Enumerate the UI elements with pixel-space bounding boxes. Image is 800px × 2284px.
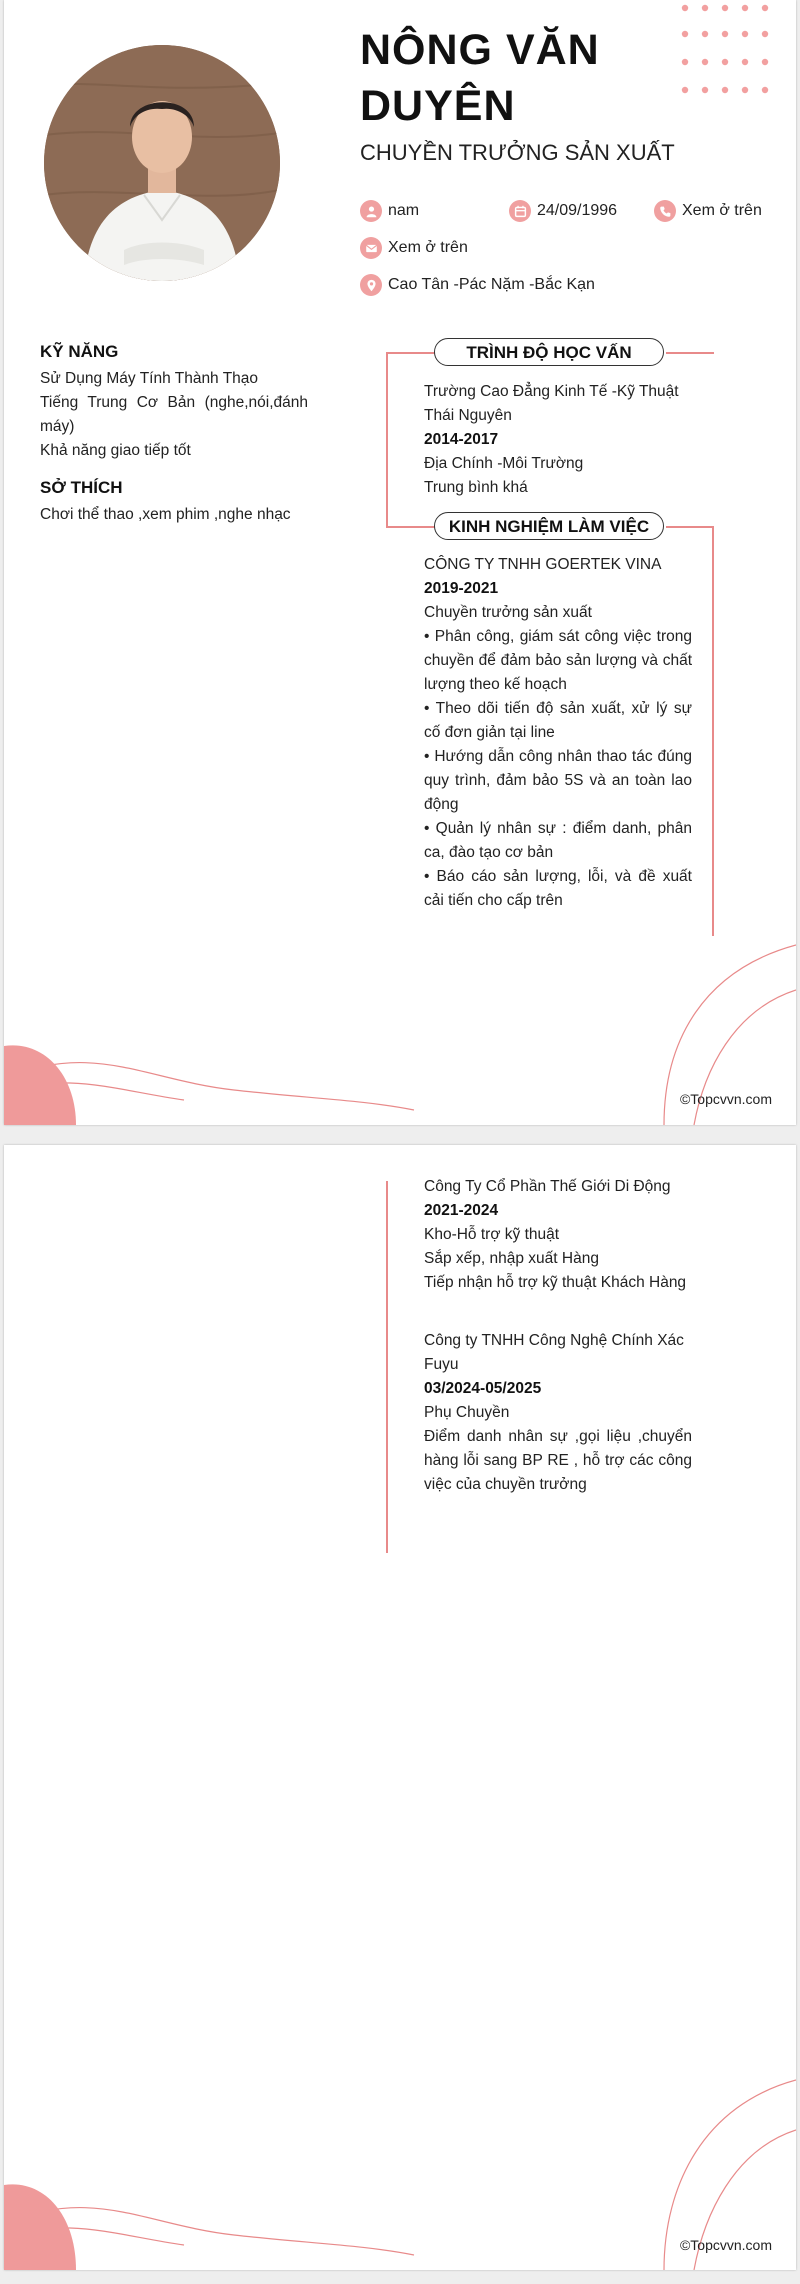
job-duty: • Hướng dẫn công nhân thao tác đúng quy trình, đảm bảo 5S và an toàn lao động	[424, 748, 692, 813]
calendar-icon	[509, 200, 531, 222]
education-heading: TRÌNH ĐỘ HỌC VẤN	[434, 338, 664, 366]
skills-heading: KỸ NĂNG	[40, 342, 119, 361]
education-period: 2014-2017	[424, 431, 499, 448]
education-grade: Trung bình khá	[424, 479, 528, 496]
location-pin-icon	[360, 274, 382, 296]
timeline-connector	[666, 526, 714, 528]
job-duty: • Phân công, giám sát công việc trong chuyền để đảm bảo sản lượng và chất lượng theo kế hoạch	[424, 628, 692, 693]
cv-page-2	[4, 1145, 796, 2270]
timeline-line-continued	[386, 1181, 388, 1553]
education-block	[424, 380, 692, 500]
job-company: Công ty TNHH Công Nghệ Chính Xác Fuyu	[424, 1332, 684, 1373]
contact-address	[360, 274, 595, 296]
job-duty: Điểm danh nhân sự ,gọi liệu ,chuyển hàng lỗi sang BP RE , hỗ trợ các công việc của chuyền trưởng	[424, 1428, 692, 1493]
footer-credit: ©Topcvvn.com	[679, 1091, 772, 1107]
job-period: 2019-2021	[424, 580, 499, 597]
phone-text: Xem ở trên	[682, 202, 762, 219]
skill-item: Sử Dụng Máy Tính Thành Thạo	[40, 370, 259, 387]
experience-job-1	[424, 553, 692, 913]
experience-heading: KINH NGHIỆM LÀM VIỆC	[434, 512, 664, 540]
job-duty: Sắp xếp, nhập xuất Hàng	[424, 1250, 599, 1267]
job-duty: • Quản lý nhân sự : điểm danh, phân ca, đào tạo cơ bản	[424, 820, 692, 861]
mail-icon	[360, 237, 382, 259]
contact-email	[360, 237, 468, 259]
contact-phone	[654, 200, 762, 222]
profile-photo	[44, 45, 280, 281]
job-position: Phụ Chuyền	[424, 1404, 510, 1421]
candidate-name	[360, 22, 660, 134]
experience-job-2	[424, 1175, 692, 1295]
job-title: CHUYỀN TRƯỞNG SẢN XUẤT	[360, 140, 675, 165]
email-text: Xem ở trên	[388, 239, 468, 256]
job-duty: Tiếp nhận hỗ trợ kỹ thuật Khách Hàng	[424, 1274, 687, 1291]
job-duty: • Theo dõi tiến độ sản xuất, xử lý sự cố đơn giản tại line	[424, 700, 692, 741]
job-duty: • Báo cáo sản lượng, lỗi, và đề xuất cải tiến cho cấp trên	[424, 868, 692, 909]
decorative-dot-grid	[680, 2, 790, 102]
footer-credit: ©Topcvvn.com	[679, 2237, 772, 2253]
job-duty: Kho-Hỗ trợ kỹ thuật	[424, 1226, 560, 1243]
cv-page-1	[4, 0, 796, 1125]
gender-text: nam	[388, 202, 420, 219]
birthday-text: 24/09/1996	[537, 202, 618, 219]
timeline-line-education	[386, 352, 388, 526]
experience-job-3	[424, 1329, 692, 1497]
job-period: 03/2024-05/2025	[424, 1380, 542, 1397]
timeline-connector	[386, 352, 440, 354]
hobbies-heading: SỞ THÍCH	[40, 478, 123, 497]
name-line-2: DUYÊN	[360, 82, 516, 130]
skill-item: Khả năng giao tiếp tốt	[40, 442, 191, 459]
job-period: 2021-2024	[424, 1202, 499, 1219]
skill-item: Tiếng Trung Cơ Bản (nghe,nói,đánh máy)	[40, 394, 308, 435]
contact-gender	[360, 200, 419, 222]
education-major: Địa Chính -Môi Trường	[424, 455, 584, 472]
job-company: CÔNG TY TNHH GOERTEK VINA	[424, 556, 662, 573]
education-school: Trường Cao Đẳng Kinh Tế -Kỹ Thuật Thái Nguyên	[424, 383, 679, 424]
contact-birthday	[509, 200, 617, 222]
name-line-1: NÔNG VĂN	[360, 26, 600, 74]
address-text: Cao Tân -Pác Nặm -Bắc Kạn	[388, 276, 595, 293]
timeline-connector	[666, 352, 714, 354]
job-company: Công Ty Cổ Phần Thế Giới Di Động	[424, 1178, 671, 1195]
timeline-line-experience	[712, 526, 714, 936]
timeline-connector	[386, 526, 440, 528]
user-icon	[360, 200, 382, 222]
phone-icon	[654, 200, 676, 222]
decorative-curves	[4, 1145, 796, 2270]
job-position: Chuyền trưởng sản xuất	[424, 604, 592, 621]
skills-list	[40, 367, 308, 463]
hobbies-text: Chơi thể thao ,xem phim ,nghe nhạc	[40, 506, 291, 523]
